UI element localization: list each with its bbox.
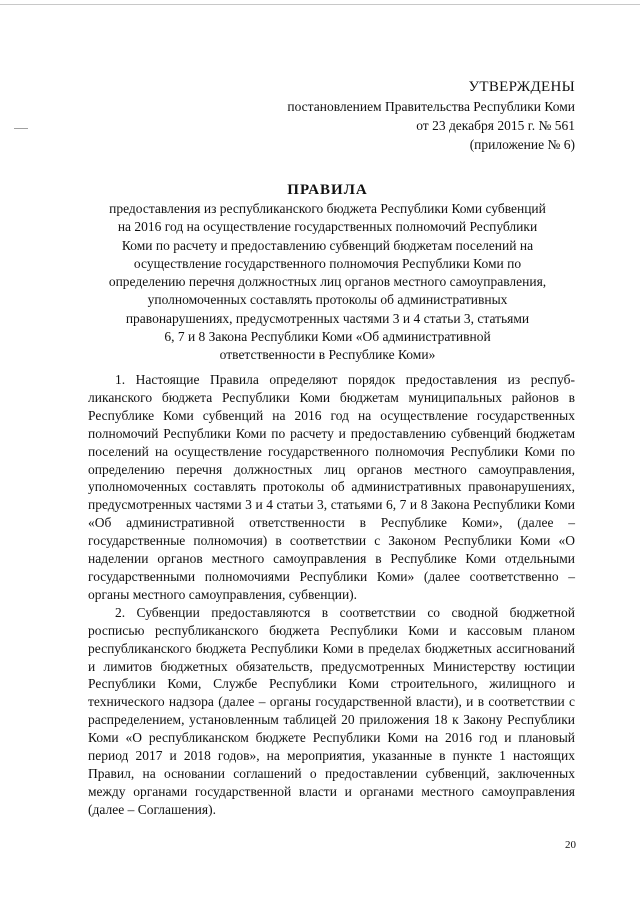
subtitle-line: осуществление государственного полномочия Республики Коми по [133,255,522,271]
subtitle-line: на 2016 год на осуществление государственных полномочий Республики [117,219,538,235]
scan-margin-mark [14,128,28,129]
approval-block [190,78,575,154]
subtitle-line: ответственности в Республике Коми» [219,347,436,363]
subtitle-line: предоставления из республиканского бюджета Республики Коми субвенций [109,201,546,216]
subtitle-line: определению перечня должностных лиц органов местного самоуправления, [108,274,547,290]
scan-edge-line [0,4,640,5]
page-number: 20 [565,839,576,851]
subtitle-line: Коми по расчету и предоставлению субвенций бюджетам поселений на [121,237,534,253]
approval-appendix: (приложение № 6) [469,137,575,152]
subtitle-line: правонарушениях, предусмотренных частями 3 и 4 статьи 3, статьями [125,310,530,326]
document-subtitle [80,200,575,365]
document-title: ПРАВИЛА [287,182,368,198]
body-text [88,371,575,819]
paragraph-2: 2. Субвенции предоставляются в соответствии со сводной бюджетной росписью республиканского бюджета Республики Коми и кассовым планом республиканского бюджета Республики Коми в пределах бюджетных ассигнований и лимитов бюджетных обязательств, предусмотренных Министерству юстиции Республики Коми, Службе Республики Коми строительного, жилищного и технического надзора (далее – органы государственной власти), и в соответствии с распределением, установленным таблицей 20 приложения 18 к Закону Республики Коми «О республиканском бюджете Республики Коми на 2016 год и плановый период 2017 и 2018 годов», на мероприятия, указанные в пункте 1 настоящих Правил, на основании соглашений о предоставлении субвенций, заключенных между органами государственной власти и органами местного самоуправления (далее – Соглашения). [88,604,575,817]
paragraph-1: 1. Настоящие Правила определяют порядок предоставления из республиканского бюджета Республики Коми бюджетам муниципальных районов в Республике Коми субвенций на 2016 год на осуществление государственных полномочий Республики Коми по расчету и предоставлению субвенций бюджетам поселений на осуществление государственного полномочия Республики Коми по определению перечня должностных лиц органов местного самоуправления, уполномоченных составлять протоколы об административных правонарушениях, предусмотренных частями 3 и 4 статьи 3, статьями 6, 7 и 8 Закона Республики Коми «Об административной ответственности в Республике Коми», (далее – государственные полномочия) в соответствии с Законом Республики Коми «О наделении органов местного самоуправления в Республике Коми отдельными государственными полномочиями Республики Коми» (далее соответственно – органы местного самоуправления, субвенции). [88,372,575,602]
approval-decree: постановлением Правительства Республики Коми [287,99,575,114]
approval-date-number: от 23 декабря 2015 г. № 561 [416,118,575,133]
subtitle-line: уполномоченных составлять протоколы об административных [147,292,508,308]
approved-label: УТВЕРЖДЕНЫ [468,79,575,95]
subtitle-line: 6, 7 и 8 Закона Республики Коми «Об административной [164,329,491,345]
title-block [80,180,575,365]
